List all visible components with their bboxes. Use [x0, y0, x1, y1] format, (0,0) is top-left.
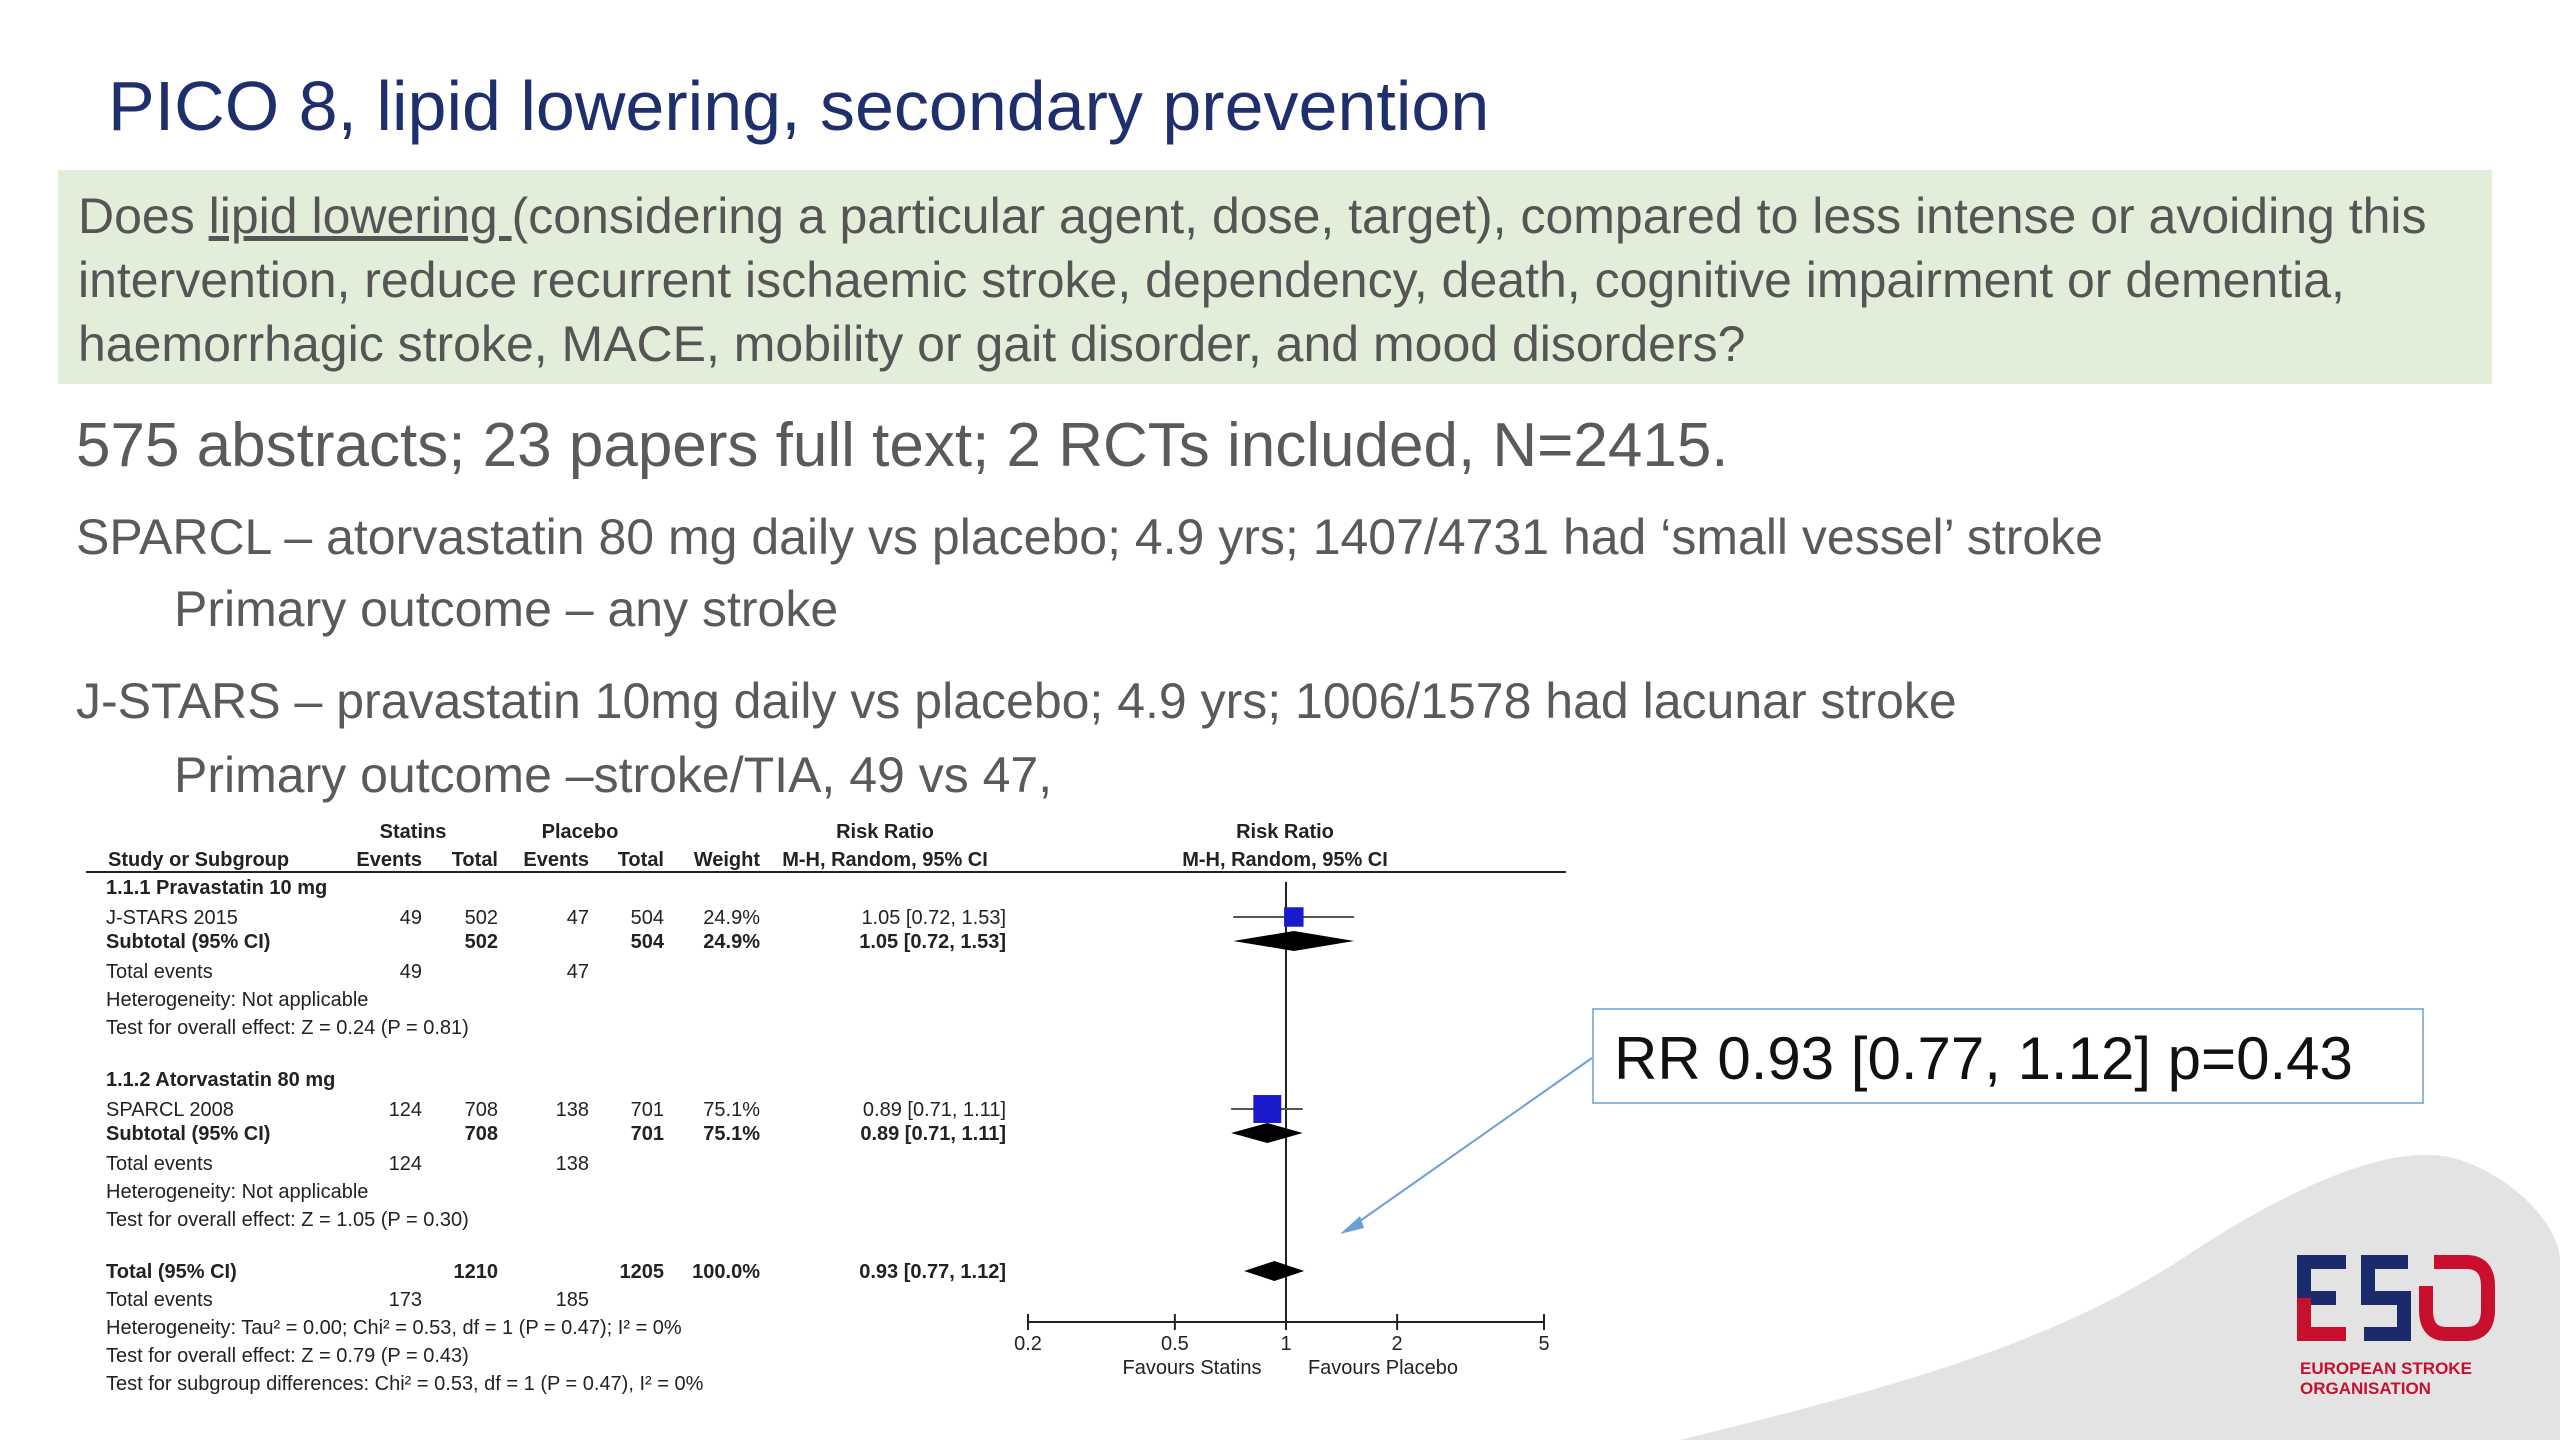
subtotal-total2: 504 [630, 931, 664, 953]
jstars-description: J-STARS – pravastatin 10mg daily vs placebo; 4.9 yrs; 1006/1578 had lacunar stroke [76, 673, 1957, 729]
sparcl-description: SPARCL – atorvastatin 80 mg daily vs placebo; 4.9 yrs; 1407/4731 had ‘small vessel’ stroke [76, 509, 2103, 565]
header-total2: Total [617, 849, 664, 871]
heterogeneity: Heterogeneity: Not applicable [106, 989, 369, 1011]
header-rr-left: Risk Ratio [836, 821, 934, 843]
result-callout-text: RR 0.93 [0.77, 1.12] p=0.43 [1614, 1025, 2353, 1092]
total-events-label: Total events [106, 961, 213, 983]
subgroup-title: 1.1.2 Atorvastatin 80 mg [106, 1069, 336, 1091]
eso-logo-line2: ORGANISATION [2300, 1379, 2431, 1398]
heterogeneity: Heterogeneity: Not applicable [106, 1181, 369, 1203]
header-rr-right: Risk Ratio [1236, 821, 1334, 843]
overall-events1: 173 [388, 1289, 422, 1311]
footer-overall-effect: Test for overall effect: Z = 0.79 (P = 0.43) [106, 1345, 469, 1367]
question-post: (considering a particular agent, dose, target), compared to less intense or avoiding this intervention, reduce recurrent ischaemic stroke, dependency, death, cognitive impairment or dementia, haemorrhagic stroke, MACE, mobility or gait disorder, and mood disorders? [78, 188, 2427, 372]
subtotal-ci: 1.05 [0.72, 1.53] [859, 931, 1006, 953]
subtotal-total1: 708 [464, 1123, 498, 1145]
overall-effect: Test for overall effect: Z = 0.24 (P = 0.81) [106, 1017, 469, 1039]
eso-logo-line1: EUROPEAN STROKE [2300, 1359, 2472, 1378]
eso-logo [2296, 1252, 2506, 1402]
study-ci: 0.89 [0.71, 1.11] [862, 1099, 1006, 1121]
overall-weight: 100.0% [692, 1261, 760, 1283]
overall-ci: 0.93 [0.77, 1.12] [859, 1261, 1006, 1283]
question-underlined: lipid lowering [208, 188, 512, 244]
favours-placebo: Favours Placebo [1307, 1357, 1459, 1379]
x-tick-label: 2 [1391, 1333, 1403, 1355]
subtotal-weight: 75.1% [703, 1123, 760, 1145]
header-placebo: Placebo [541, 821, 619, 843]
total-events2: 138 [555, 1153, 589, 1175]
study-name: J-STARS 2015 [106, 907, 238, 929]
header-statins: Statins [379, 821, 447, 843]
study-weight: 24.9% [703, 907, 760, 929]
header-total1: Total [451, 849, 498, 871]
footer-heterogeneity: Heterogeneity: Tau² = 0.00; Chi² = 0.53, df = 1 (P = 0.47); I² = 0% [106, 1317, 682, 1339]
overall-events2: 185 [555, 1289, 589, 1311]
total-events1: 49 [399, 961, 422, 983]
header-events1: Events [356, 849, 422, 871]
overall-effect: Test for overall effect: Z = 1.05 (P = 0.30) [106, 1209, 469, 1231]
jstars-outcome: Primary outcome –stroke/TIA, 49 vs 47, [174, 747, 1053, 803]
x-tick-label: 1 [1280, 1333, 1292, 1355]
slide-title: PICO 8, lipid lowering, secondary prevention [108, 67, 1490, 145]
total-events-label: Total events [106, 1153, 213, 1175]
total-events1: 124 [388, 1153, 422, 1175]
study-ci: 1.05 [0.72, 1.53] [861, 907, 1006, 929]
x-tick-label: 0.2 [1014, 1333, 1042, 1355]
subtotal-ci: 0.89 [0.71, 1.11] [860, 1123, 1006, 1145]
overall-total2: 1205 [619, 1261, 664, 1283]
header-study: Study or Subgroup [108, 849, 290, 871]
subtotal-total2: 701 [630, 1123, 664, 1145]
overall-total1: 1210 [453, 1261, 498, 1283]
study-events2: 138 [555, 1099, 589, 1121]
header-weight: Weight [693, 849, 760, 871]
subtotal-total1: 502 [464, 931, 498, 953]
study-total1: 708 [464, 1099, 498, 1121]
subtotal-label: Subtotal (95% CI) [106, 1123, 271, 1145]
study-weight: 75.1% [703, 1099, 760, 1121]
overall-events-label: Total events [106, 1289, 213, 1311]
subtotal-label: Subtotal (95% CI) [106, 931, 271, 953]
sparcl-outcome: Primary outcome – any stroke [174, 581, 839, 637]
footer-subgroup-diff: Test for subgroup differences: Chi² = 0.53, df = 1 (P = 0.47), I² = 0% [106, 1373, 704, 1395]
study-total1: 502 [464, 907, 498, 929]
study-events2: 47 [566, 907, 589, 929]
question-pre: Does [78, 188, 209, 244]
result-callout [1592, 1008, 2424, 1104]
header-events2: Events [523, 849, 589, 871]
subtotal-weight: 24.9% [703, 931, 760, 953]
x-tick-label: 5 [1538, 1333, 1550, 1355]
study-total2: 701 [630, 1099, 664, 1121]
x-tick-label: 0.5 [1160, 1333, 1189, 1355]
header-method-left: M-H, Random, 95% CI [782, 849, 988, 871]
study-events1: 124 [388, 1099, 422, 1121]
total-events2: 47 [566, 961, 589, 983]
search-stats: 575 abstracts; 23 papers full text; 2 RCTs included, N=2415. [76, 411, 1729, 480]
favours-statins: Favours Statins [1122, 1357, 1262, 1379]
subgroup-title: 1.1.1 Pravastatin 10 mg [106, 877, 328, 899]
header-method-right: M-H, Random, 95% CI [1182, 849, 1388, 871]
study-total2: 504 [630, 907, 664, 929]
overall-total-label: Total (95% CI) [106, 1261, 237, 1283]
study-events1: 49 [399, 907, 422, 929]
study-name: SPARCL 2008 [106, 1099, 234, 1121]
